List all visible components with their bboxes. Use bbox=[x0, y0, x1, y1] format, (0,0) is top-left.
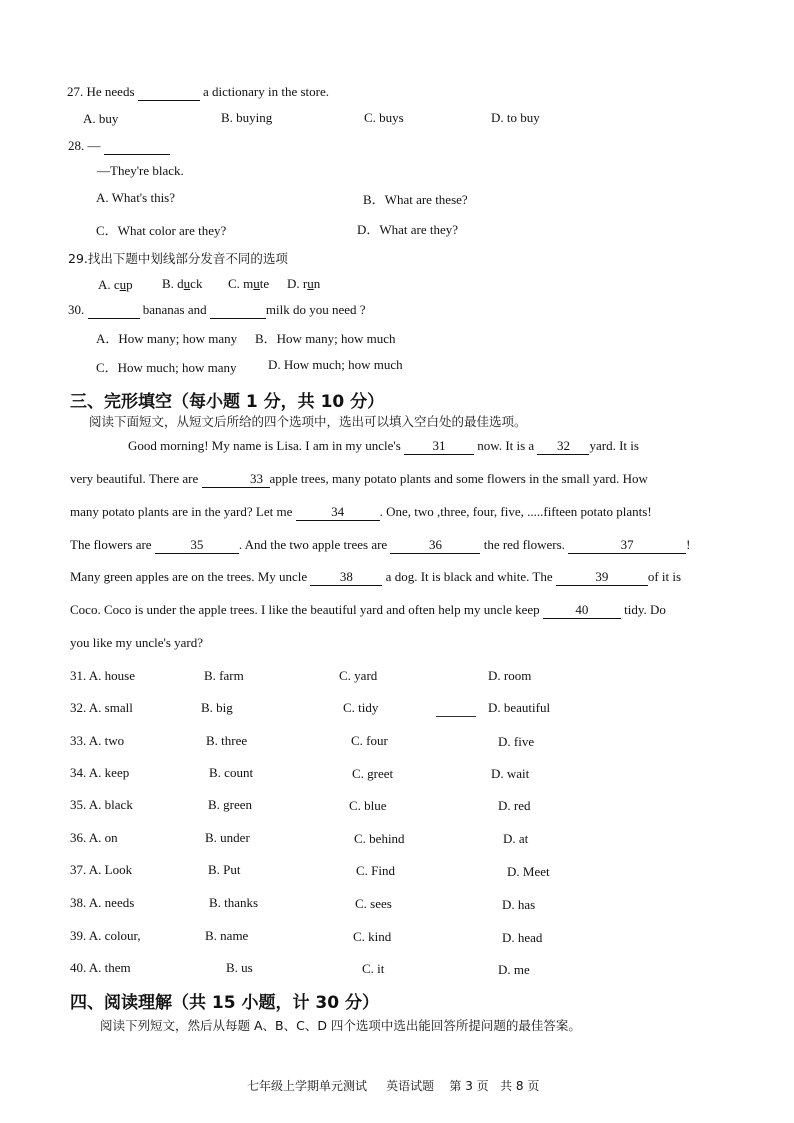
q29-a-pre: A. c bbox=[98, 277, 120, 292]
q29-b-pre: B. d bbox=[162, 276, 184, 291]
q28-blank bbox=[104, 138, 170, 155]
q29-a-post: p bbox=[126, 277, 133, 292]
blank-number: 39 bbox=[595, 569, 609, 584]
q29-option-a bbox=[98, 277, 133, 293]
passage-text: ! bbox=[686, 537, 691, 552]
q40-option-a: 40. A. them bbox=[70, 960, 131, 975]
q38-option-a: 38. A. needs bbox=[70, 895, 135, 910]
passage-line-4 bbox=[70, 537, 730, 554]
passage-text: now. It is a bbox=[477, 438, 535, 453]
footer-exam: 七年级上学期单元测试 bbox=[247, 1079, 368, 1093]
q30-option-a: A．How many; how many bbox=[96, 331, 238, 346]
q30-stem-mid: bananas and bbox=[142, 302, 207, 317]
q30-stem-post: milk do you need ? bbox=[265, 302, 366, 317]
q39-option-b: B. name bbox=[205, 928, 249, 943]
blank-number: 33 bbox=[250, 471, 263, 486]
q38-option-d: D. has bbox=[502, 897, 536, 912]
blank-number: 36 bbox=[428, 537, 442, 552]
q32-option-b: B. big bbox=[201, 700, 233, 715]
q30-stem bbox=[68, 302, 366, 319]
blank-number: 35 bbox=[190, 537, 204, 552]
blank-number: 37 bbox=[620, 537, 634, 552]
q39-option-c: C. kind bbox=[353, 929, 392, 944]
passage-text: very beautiful. There are bbox=[70, 471, 199, 486]
q32-option-c: C. tidy bbox=[343, 700, 379, 715]
q29-option-b bbox=[162, 276, 202, 292]
blank-32 bbox=[537, 438, 589, 455]
q31-option-d: D. room bbox=[488, 668, 532, 683]
q27-option-b: B. buying bbox=[221, 110, 273, 125]
passage-text: yard. It is bbox=[589, 438, 639, 453]
q34-option-b: B. count bbox=[209, 765, 254, 780]
passage-text: many potato plants are in the yard? Let me bbox=[70, 504, 293, 519]
q39-option-a: 39. A. colour, bbox=[70, 928, 141, 943]
q28-stem bbox=[68, 138, 170, 155]
q33-option-d: D. five bbox=[498, 734, 535, 749]
blank-36 bbox=[390, 537, 480, 554]
q30-number: 30. bbox=[68, 302, 85, 317]
blank-number: 38 bbox=[339, 569, 353, 584]
q29-b-underlined: u bbox=[183, 276, 191, 291]
q29-b-post: ck bbox=[190, 276, 203, 291]
q38-option-c: C. sees bbox=[355, 896, 392, 911]
blank-31 bbox=[404, 438, 474, 455]
blank-37 bbox=[568, 537, 686, 554]
blank-34 bbox=[296, 504, 380, 521]
q35-option-c: C. blue bbox=[349, 798, 387, 813]
q35-option-b: B. green bbox=[208, 797, 253, 812]
q36-option-b: B. under bbox=[205, 830, 250, 845]
stray-mark bbox=[436, 716, 476, 717]
q29-c-underlined: u bbox=[253, 276, 260, 291]
blank-38 bbox=[310, 569, 382, 586]
passage-line-5 bbox=[70, 569, 730, 586]
q37-option-b: B. Put bbox=[208, 862, 241, 877]
q29-d-pre: D. r bbox=[287, 276, 308, 291]
blank-number: 40 bbox=[575, 602, 589, 617]
q32-option-a: 32. A. small bbox=[70, 700, 133, 715]
passage-line-1 bbox=[128, 438, 788, 455]
blank-40 bbox=[543, 602, 621, 619]
q34-option-d: D. wait bbox=[491, 766, 530, 781]
passage-text: Many green apples are on the trees. My uncle bbox=[70, 569, 308, 584]
blank-number: 31 bbox=[432, 438, 446, 453]
q37-option-d: D. Meet bbox=[507, 864, 550, 879]
q29-c-pre: C. m bbox=[228, 276, 254, 291]
q35-option-a: 35. A. black bbox=[70, 797, 133, 812]
footer-page: 第 3 页 bbox=[449, 1079, 489, 1093]
q36-option-c: C. behind bbox=[354, 831, 405, 846]
q37-option-c: C. Find bbox=[356, 863, 396, 878]
q40-option-b: B. us bbox=[226, 960, 253, 975]
q29-option-c bbox=[228, 276, 269, 292]
section4-title: 四、阅读理解（共 15 小题，计 30 分） bbox=[70, 993, 379, 1013]
passage-text: apple trees, many potato plants and some flowers in the small yard. How bbox=[269, 471, 648, 486]
q31-option-a: 31. A. house bbox=[70, 668, 135, 683]
page-footer bbox=[247, 1077, 539, 1094]
section3-instruction: 阅读下面短文，从短文后所给的四个选项中，选出可以填入空白处的最佳选项。 bbox=[89, 414, 527, 429]
passage-line-3 bbox=[70, 504, 730, 521]
q37-option-a: 37. A. Look bbox=[70, 862, 133, 877]
section4-instruction: 阅读下列短文，然后从每题 A、B、C、D 四个选项中选出能回答所提问题的最佳答案。 bbox=[100, 1018, 581, 1033]
passage-text: Good morning! My name is Lisa. I am in my uncle's bbox=[128, 438, 401, 453]
q30-blank-1 bbox=[88, 302, 140, 319]
q27-stem-pre: 27. He needs bbox=[67, 84, 135, 99]
q30-option-b: B．How many; how much bbox=[255, 331, 396, 346]
footer-total: 共 8 页 bbox=[500, 1079, 540, 1093]
q34-option-a: 34. A. keep bbox=[70, 765, 130, 780]
q38-option-b: B. thanks bbox=[209, 895, 259, 910]
blank-35 bbox=[155, 537, 239, 554]
passage-line-7: you like my uncle's yard? bbox=[70, 635, 204, 650]
q40-option-c: C. it bbox=[362, 961, 385, 976]
q28-reply: —They're black. bbox=[97, 163, 184, 178]
q29-a-underlined: u bbox=[119, 277, 127, 292]
q40-option-d: D. me bbox=[498, 962, 530, 977]
q33-option-a: 33. A. two bbox=[70, 733, 125, 748]
passage-text: . One, two ,three, four, five, .....fifteen potato plants! bbox=[379, 504, 652, 519]
q31-option-c: C. yard bbox=[339, 668, 378, 683]
q30-option-d: D. How much; how much bbox=[268, 357, 403, 372]
passage-text: tidy. Do bbox=[624, 602, 666, 617]
q34-option-c: C. greet bbox=[352, 766, 394, 781]
q32-option-d: D. beautiful bbox=[488, 700, 551, 715]
passage-text: of it is bbox=[647, 569, 682, 584]
q33-option-c: C. four bbox=[351, 733, 388, 748]
passage-text: . And the two apple trees are bbox=[238, 537, 388, 552]
q36-option-d: D. at bbox=[503, 831, 529, 846]
passage-text: a dog. It is black and white. The bbox=[385, 569, 553, 584]
passage-line-2 bbox=[70, 471, 730, 488]
q27-stem bbox=[67, 84, 329, 101]
q35-option-d: D. red bbox=[498, 798, 531, 813]
q30-option-c: C．How much; how many bbox=[96, 360, 237, 375]
q27-option-d: D. to buy bbox=[491, 110, 540, 125]
q29-d-underlined: u bbox=[307, 276, 314, 291]
q36-option-a: 36. A. on bbox=[70, 830, 118, 845]
section3-title: 三、完形填空（每小题 1 分，共 10 分） bbox=[70, 392, 385, 412]
blank-number: 32 bbox=[556, 438, 570, 453]
q27-option-c: C. buys bbox=[364, 110, 404, 125]
passage-text: the red flowers. bbox=[483, 537, 565, 552]
q28-option-b: B．What are these? bbox=[363, 192, 468, 207]
q28-option-d: D．What are they? bbox=[357, 222, 459, 237]
q29-stem: 29.找出下题中划线部分发音不同的选项 bbox=[68, 251, 288, 266]
q30-blank-2 bbox=[210, 302, 266, 319]
q28-option-c: C．What color are they? bbox=[96, 223, 227, 238]
q29-d-post: n bbox=[313, 276, 321, 291]
blank-33 bbox=[202, 471, 270, 488]
passage-text: The flowers are bbox=[70, 537, 152, 552]
q28-number: 28. — bbox=[68, 138, 101, 153]
blank-39 bbox=[556, 569, 648, 586]
passage-text: Coco. Coco is under the apple trees. I like the beautiful yard and often help my uncle keep bbox=[70, 602, 540, 617]
q31-option-b: B. farm bbox=[204, 668, 244, 683]
q27-stem-post: a dictionary in the store. bbox=[203, 84, 330, 99]
q27-blank bbox=[138, 84, 200, 101]
passage-line-6 bbox=[70, 602, 730, 619]
q27-option-a: A. buy bbox=[83, 111, 119, 126]
q33-option-b: B. three bbox=[206, 733, 248, 748]
q39-option-d: D. head bbox=[502, 930, 543, 945]
q29-option-d bbox=[287, 276, 320, 292]
footer-subject: 英语试题 bbox=[386, 1079, 435, 1093]
q28-option-a: A. What's this? bbox=[96, 190, 176, 205]
blank-number: 34 bbox=[331, 504, 345, 519]
q29-c-post: te bbox=[259, 276, 270, 291]
